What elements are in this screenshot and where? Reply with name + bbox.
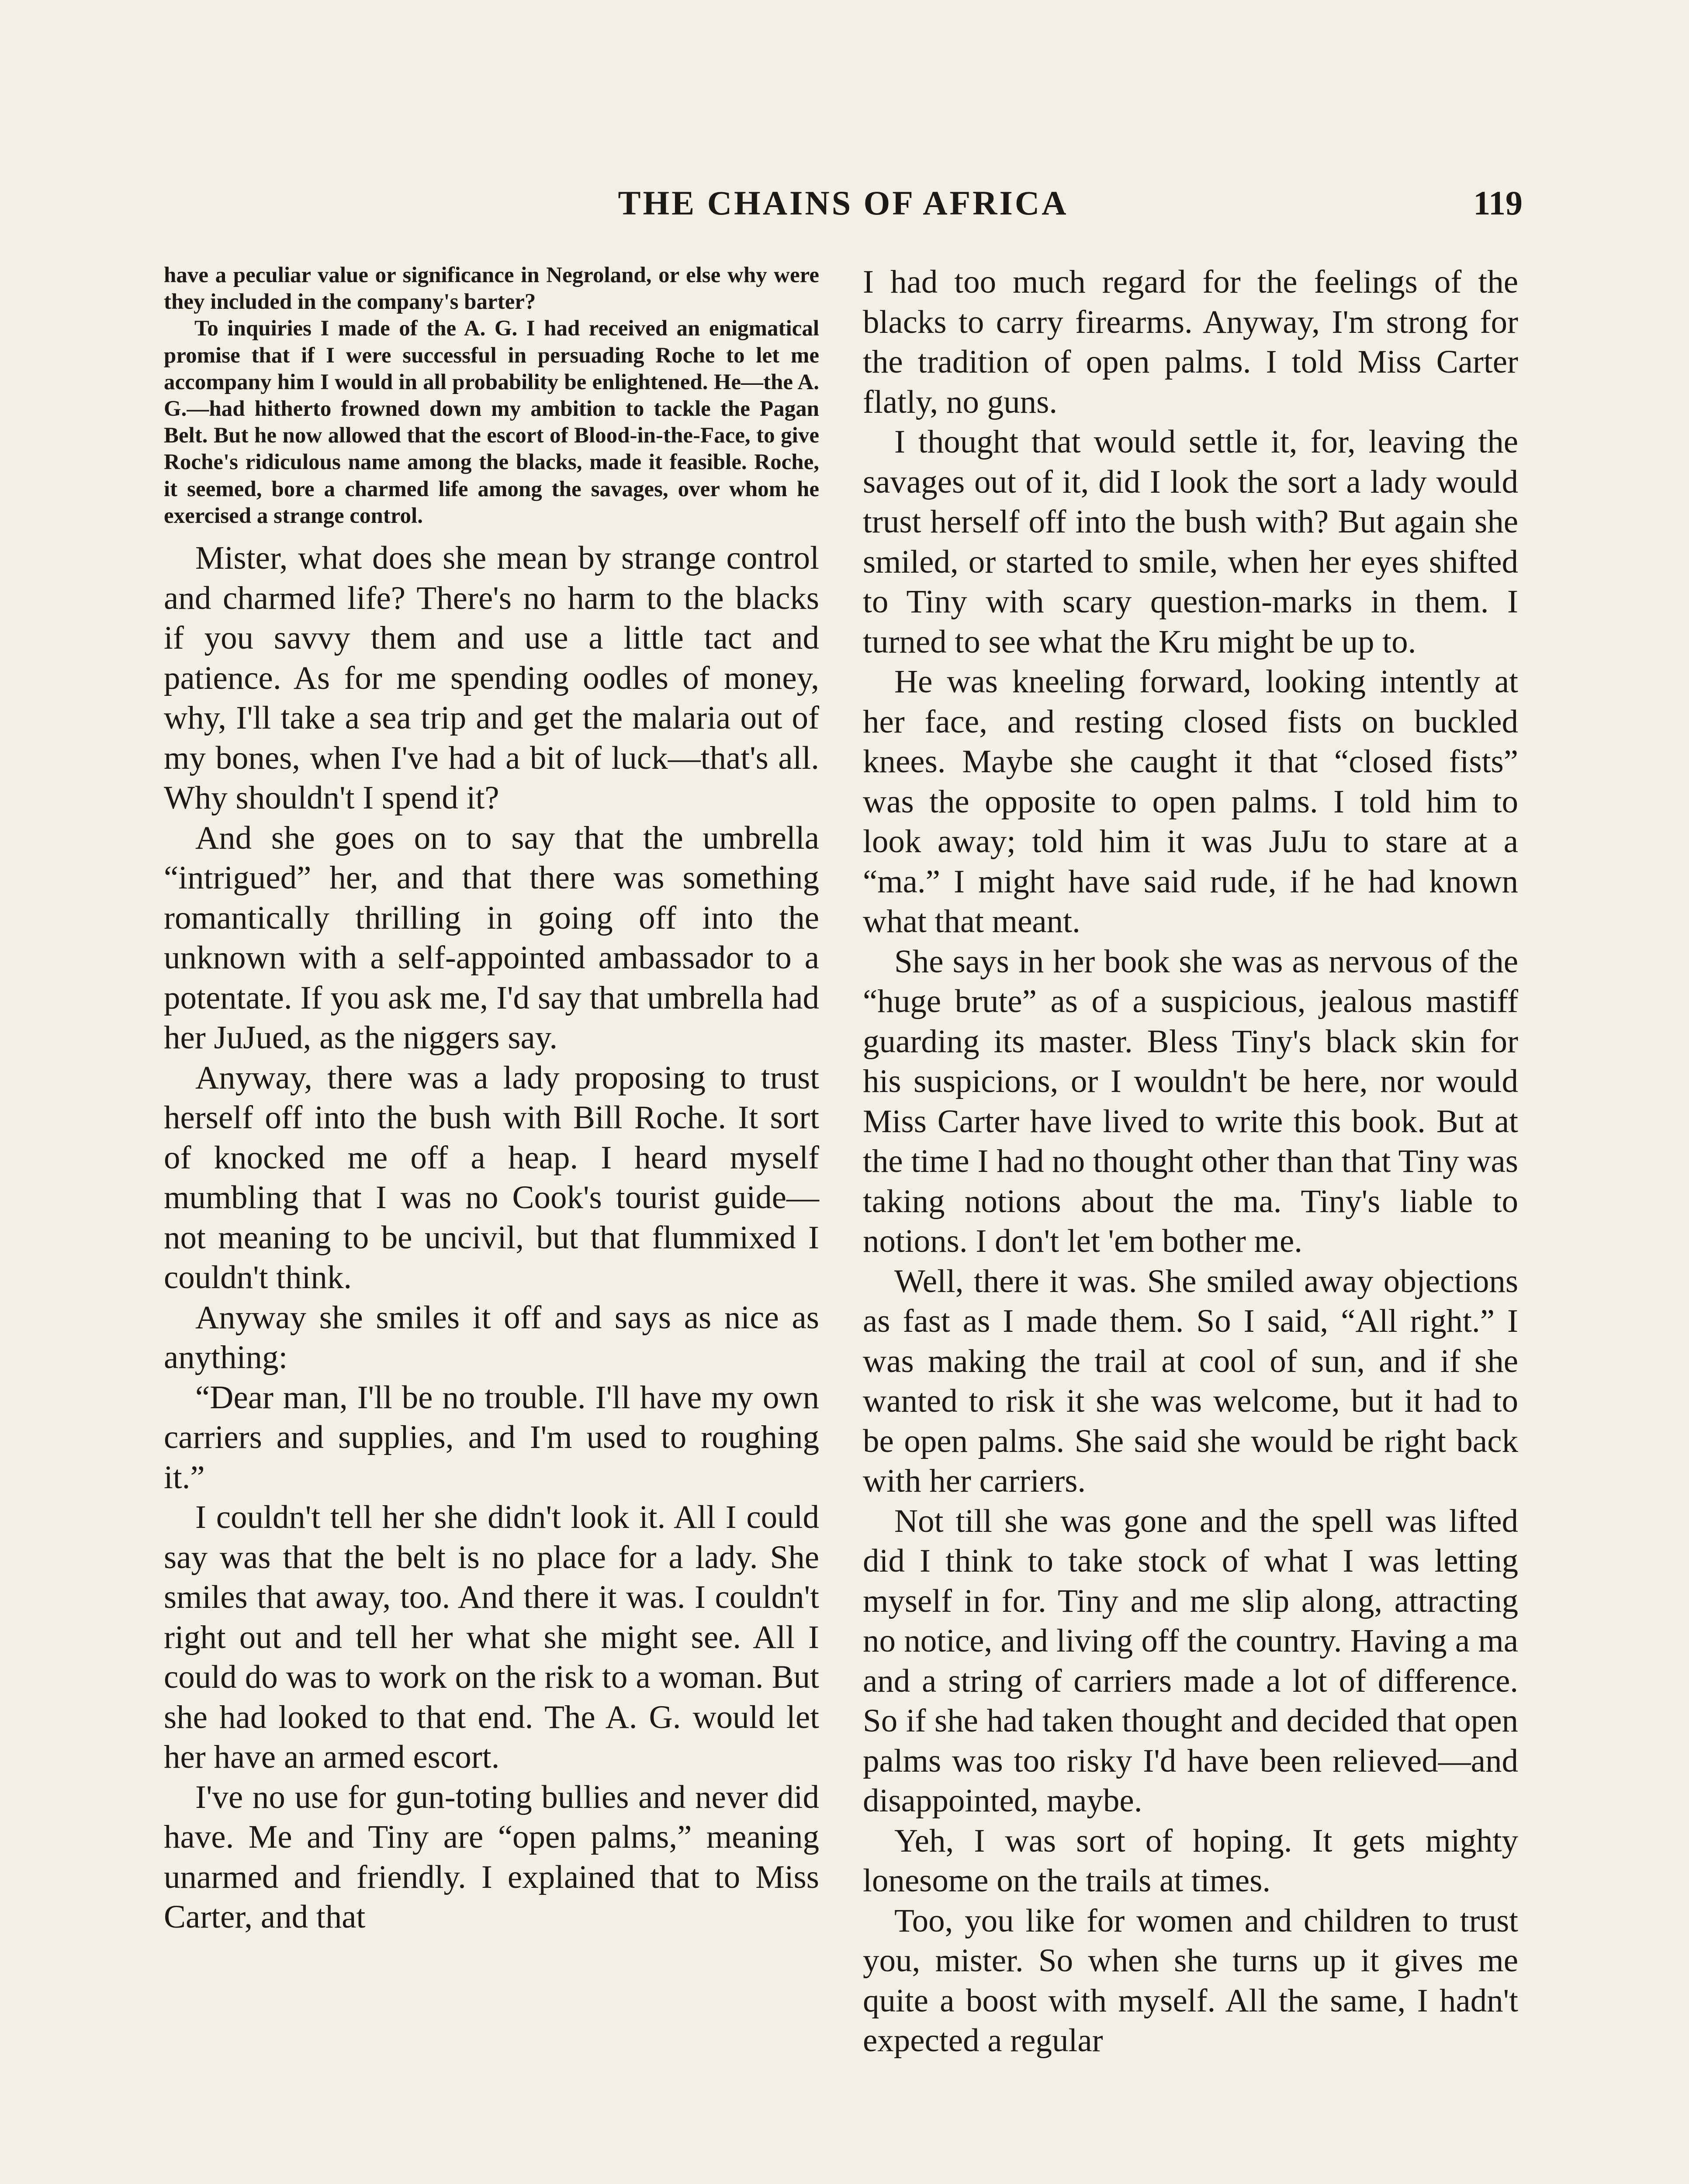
body-paragraph: Too, you like for women and children to trust you, mister. So when she turns up it gives me quite a boost with myself. All the same, I hadn't expected a regular	[863, 1902, 1518, 2059]
body-paragraph: I couldn't tell her she didn't look it. All I could say was that the belt is no place for a lady. She smiles that away, too. And there it was. I couldn't right out and tell her what she might see. All I could do was to work on the risk to a woman. But she had looked to that end. The A. G. would let her have an armed escort.	[164, 1499, 819, 1776]
right-column	[863, 262, 1518, 2061]
body-paragraph: I thought that would settle it, for, leaving the savages out of it, did I look the sort a lady would trust herself off into the bush with? But again she smiled, or started to smile, when her eyes shifted to Tiny with scary question-marks in them. I turned to see what the Kru might be up to.	[863, 424, 1518, 660]
book-excerpt-quote	[164, 262, 819, 529]
running-title: THE CHAINS OF AFRICA	[618, 184, 1069, 222]
body-paragraph: He was kneeling forward, looking intently at her face, and resting closed fists on buckled knees. Maybe she caught it that “closed fists” was the opposite to open palms. I told him to look away; told him it was JuJu to stare at a “ma.” I might have said rude, if he had known what that meant.	[863, 663, 1518, 940]
left-column	[164, 262, 819, 1937]
body-paragraph: “Dear man, I'll be no trouble. I'll have my own carriers and supplies, and I'm used to roughing it.”	[164, 1379, 819, 1496]
body-paragraph: Mister, what does she mean by strange control and charmed life? There's no harm to the blacks if you savvy them and use a little tact and patience. As for me spending oodles of money, why, I'll take a sea trip and get the malaria out of my bones, when I've had a bit of luck—that's all. Why shouldn't I spend it?	[164, 540, 819, 816]
quote-paragraph: To inquiries I made of the A. G. I had received an enigmatical promise that if I were successful in persuading Roche to let me accompany him I would in all probability be enlightened. He—the A. G.—had hitherto frowned down my ambition to tackle the Pagan Belt. But he now allowed that the escort of Blood-in-the-Face, to give Roche's ridiculous name among the blacks, made it feasible. Roche, it seemed, bore a charmed life among the savages, over whom he exercised a strange control.	[164, 316, 819, 528]
body-paragraph: Not till she was gone and the spell was lifted did I think to take stock of what I was letting myself in for. Tiny and me slip along, attracting no notice, and living off the country. Having a ma and a string of carriers made a lot of difference. So if she had taken thought and decided that open palms was too risky I'd have been relieved—and disappointed, maybe.	[863, 1503, 1518, 1819]
body-paragraph: And she goes on to say that the umbrella “intrigued” her, and that there was something romantically thrilling in going off into the unknown with a self-appointed ambassador to a potentate. If you ask me, I'd say that umbrella had her JuJued, as the niggers say.	[164, 819, 819, 1056]
body-paragraph: I had too much regard for the feelings of the blacks to carry firearms. Anyway, I'm strong for the tradition of open palms. I told Miss Carter flatly, no guns.	[863, 264, 1518, 420]
body-paragraph: She says in her book she was as nervous of the “huge brute” as of a suspicious, jealous mastiff guarding its master. Bless Tiny's black skin for his suspicions, or I wouldn't be here, nor would Miss Carter have lived to write this book. But at the time I had no thought other than that Tiny was taking notions about the ma. Tiny's liable to notions. I don't let 'em bother me.	[863, 943, 1518, 1259]
page-number: 119	[1473, 184, 1523, 222]
body-paragraph: Anyway, there was a lady proposing to trust herself off into the bush with Bill Roche. It sort of knocked me off a heap. I heard myself mumbling that I was no Cook's tourist guide—not meaning to be uncivil, but that flummixed I couldn't think.	[164, 1059, 819, 1296]
body-paragraph: Anyway she smiles it off and says as nice as anything:	[164, 1299, 819, 1376]
body-paragraph: Yeh, I was sort of hoping. It gets mighty lonesome on the trails at times.	[863, 1822, 1518, 1899]
page-header	[164, 179, 1523, 227]
body-paragraph: I've no use for gun-toting bullies and never did have. Me and Tiny are “open palms,” meaning unarmed and friendly. I explained that to Miss Carter, and that	[164, 1779, 819, 1935]
body-paragraph: Well, there it was. She smiled away objections as fast as I made them. So I said, “All right.” I was making the trail at cool of sun, and if she wanted to risk it she was welcome, but it had to be open palms. She said she would be right back with her carriers.	[863, 1263, 1518, 1499]
quote-paragraph: have a peculiar value or significance in Negroland, or else why were they included in the company's barter?	[164, 263, 819, 314]
